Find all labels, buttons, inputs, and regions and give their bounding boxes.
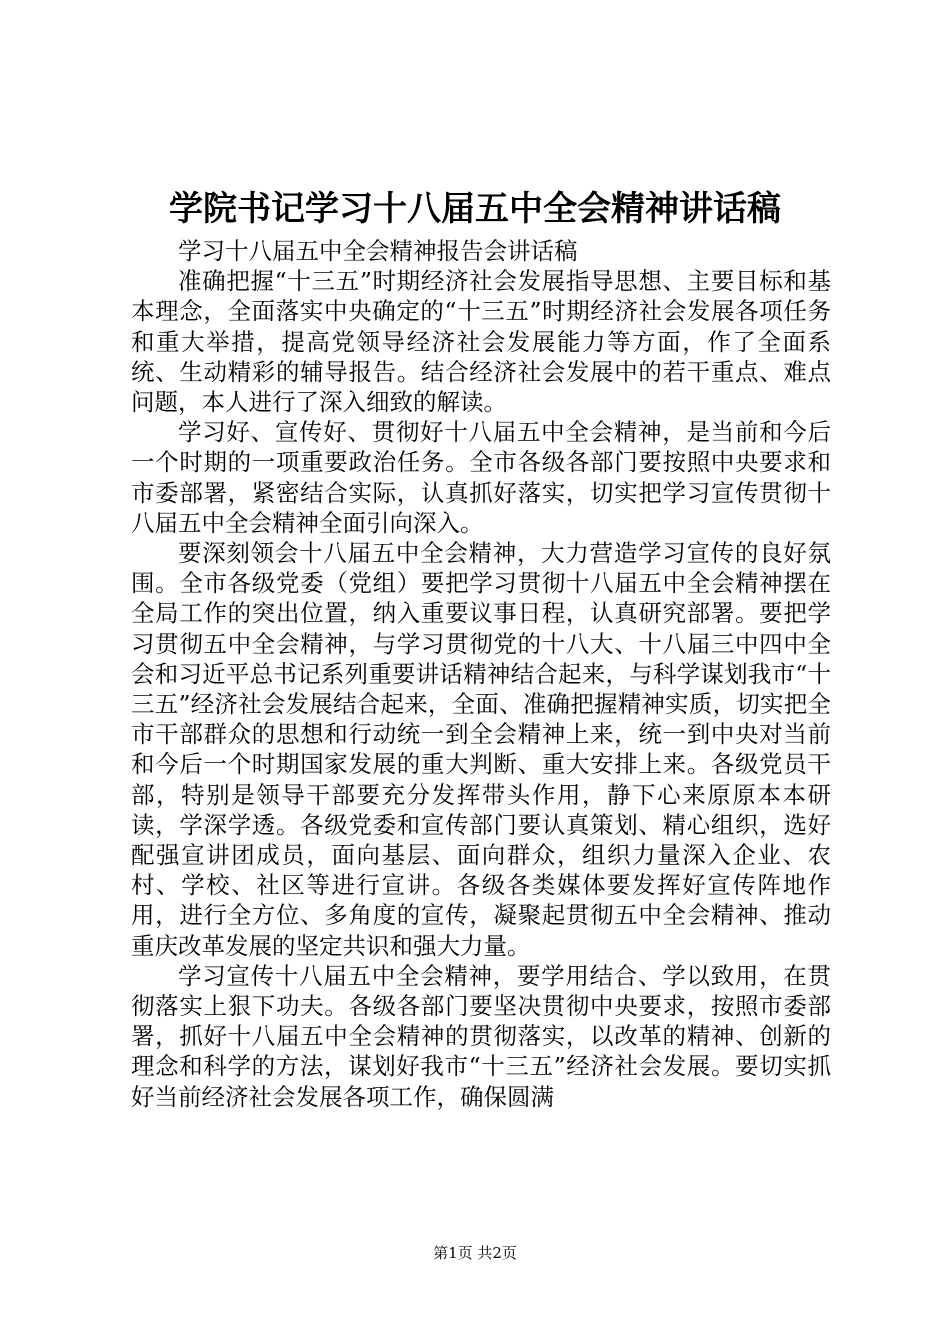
- page-footer: 第1页 共2页: [433, 1244, 517, 1262]
- subtitle-paragraph: 学习十八届五中全会精神报告会讲话稿: [178, 237, 578, 265]
- document-title: 学院书记学习十八届五中全会精神讲话稿: [169, 189, 781, 229]
- body-paragraph: 准确把握“十三五”时期经济社会发展指导思想、主要目标和基本理念，全面落实中央确定的“十三五”时期经济社会发展各项任务和重大举措，提高党领导经济社会发展能力等方面，作了全面系统、生动精彩的辅导报告。结合经济社会发展中的若干重点、难点问题，本人进行了深入细致的解读。: [131, 267, 831, 417]
- body-paragraph: 学习宣传十八届五中全会精神，要学用结合、学以致用，在贯彻落实上狠下功夫。各级各部门要坚决贯彻中央要求，按照市委部署，抓好十八届五中全会精神的贯彻落实，以改革的精神、创新的理念和科学的方法，谋划好我市“十三五”经济社会发展。要切实抓好当前经济社会发展各项工作，确保圆满: [131, 961, 831, 1111]
- body-paragraph: 要深刻领会十八届五中全会精神，大力营造学习宣传的良好氛围。全市各级党委（党组）要把学习贯彻十八届五中全会精神摆在全局工作的突出位置，纳入重要议事日程，认真研究部署。要把学习贯彻五中全会精神，与学习贯彻党的十八大、十八届三中四中全会和习近平总书记系列重要讲话精神结合起来，与科学谋划我市“十三五”经济社会发展结合起来，全面、准确把握精神实质，切实把全市干部群众的思想和行动统一到全会精神上来，统一到中央对当前和今后一个时期国家发展的重大判断、重大安排上来。各级党员干部，特别是领导干部要充分发挥带头作用，静下心来原原本本研读，学深学透。各级党委和宣传部门要认真策划、精心组织，选好配强宣讲团成员，面向基层、面向群众，组织力量深入企业、农村、学校、社区等进行宣讲。各级各类媒体要发挥好宣传阵地作用，进行全方位、多角度的宣传，凝聚起贯彻五中全会精神、推动重庆改革发展的坚定共识和强大力量。: [131, 539, 831, 960]
- document-body: [131, 236, 831, 1112]
- body-paragraph: 学习好、宣传好、贯彻好十八届五中全会精神，是当前和今后一个时期的一项重要政治任务。全市各级各部门要按照中央要求和市委部署，紧密结合实际，认真抓好落实，切实把学习宣传贯彻十八届五中全会精神全面引向深入。: [131, 418, 831, 537]
